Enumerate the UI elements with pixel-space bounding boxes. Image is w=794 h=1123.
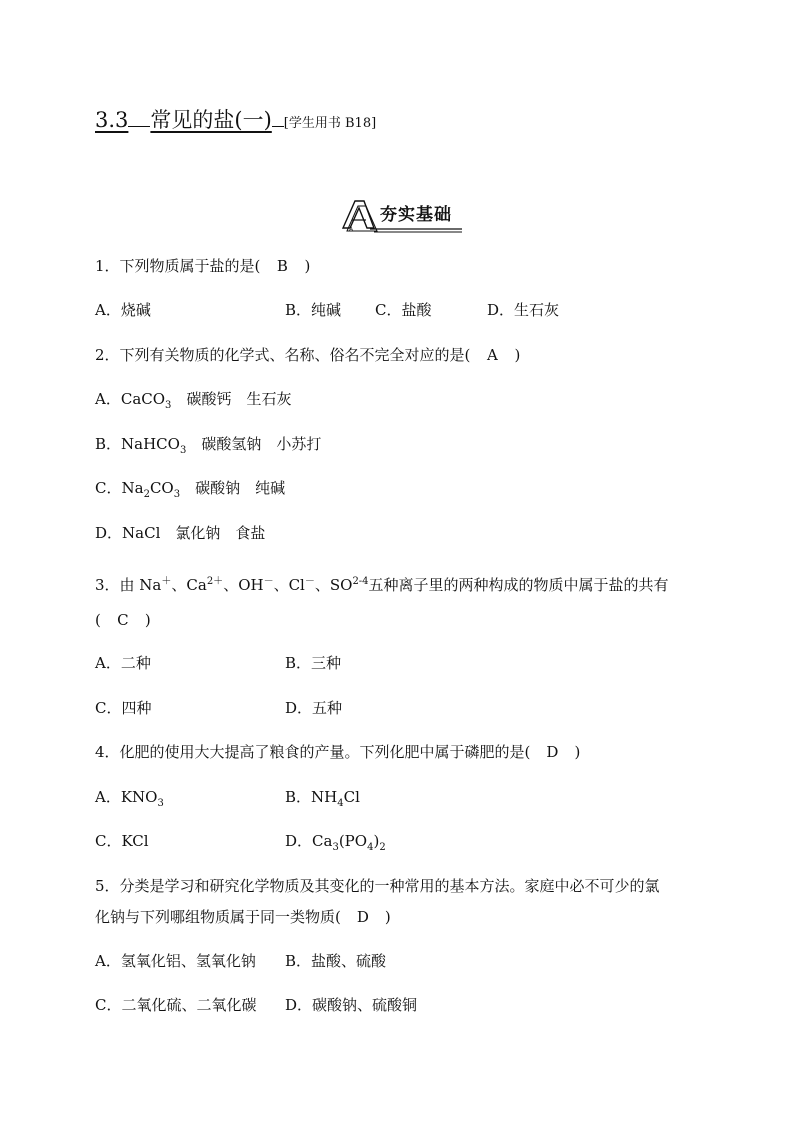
option-c: C．KCl <box>95 832 149 850</box>
question-2-option-d: D．NaCl 氯化钠 食盐 <box>95 524 266 542</box>
question-3-options-row2 <box>95 698 343 718</box>
question-4-stem: 4．化肥的使用大大提高了粮食的产量。下列化肥中属于磷肥的是( D ) <box>95 743 581 761</box>
question-1-answer: B <box>276 257 288 275</box>
question-2-stem: 2．下列有关物质的化学式、名称、俗名不完全对应的是( A ) <box>95 346 521 364</box>
option-b: B．纯碱 <box>285 301 342 319</box>
question-2-option-c: C．$Na_2CO_3$ 碳酸钠 纯碱 <box>95 479 286 500</box>
option-a: A．$KNO_3$ <box>95 788 164 809</box>
section-title <box>95 104 376 134</box>
badge-label: 夯实基础 <box>380 205 452 225</box>
option-a: A．氢氧化铝、氢氧化钠 <box>95 952 256 970</box>
svg-text:A: A <box>349 226 354 233</box>
question-5-answer: D <box>356 908 369 926</box>
question-4-options-row1 <box>95 787 360 814</box>
option-d: D．生石灰 <box>487 301 560 319</box>
option-d: D．五种 <box>285 699 343 717</box>
question-3-options-row1 <box>95 653 342 673</box>
question-5-options-row2 <box>95 995 418 1015</box>
question-5-options-row1 <box>95 951 387 971</box>
option-a: A．烧碱 <box>95 301 151 319</box>
option-c: C．四种 <box>95 699 152 717</box>
option-b: B．$NH_4Cl$ <box>285 788 360 809</box>
question-3-answer: C <box>117 611 129 629</box>
option-c: C．盐酸 <box>375 301 432 319</box>
question-1-options <box>95 300 560 320</box>
option-b: B．盐酸、硫酸 <box>285 952 387 970</box>
question-5-stem-line2: 化钠与下列哪组物质属于同一类物质( D ) <box>95 908 391 926</box>
question-3-stem: 3．由 Na＋、$Ca^{2+}$、OH－、Cl－、SO$^{2-4}$五种离子里的两种构成的物质中属于盐的共有 <box>95 576 669 594</box>
option-d: D．碳酸钠、硫酸铜 <box>285 996 418 1014</box>
option-d: D．$Ca_3(PO_4)_2$ <box>285 832 386 853</box>
option-a: A．二种 <box>95 654 151 672</box>
question-5-stem-line1: 5．分类是学习和研究化学物质及其变化的一种常用的基本方法。家庭中必不可少的氯 <box>95 877 660 895</box>
question-4-answer: D <box>546 743 559 761</box>
question-2-option-b: B．NaHCO$_3$ 碳酸氢钠 小苏打 <box>95 435 322 456</box>
section-badge <box>340 198 465 234</box>
question-4-options-row2 <box>95 831 386 853</box>
book-reference: [学生用书 B18] <box>283 116 377 131</box>
question-1-stem: 1．下列物质属于盐的是( B ) <box>95 257 311 275</box>
question-2-option-a: A．CaCO$_3$ 碳酸钙 生石灰 <box>95 390 292 411</box>
option-c: C．二氧化硫、二氧化碳 <box>95 996 257 1014</box>
section-number: 3.3 <box>95 108 129 132</box>
question-2-answer: A <box>487 346 498 364</box>
section-name: 常见的盐(一) <box>150 108 272 132</box>
question-3-answer-line: ( C ) <box>95 611 151 629</box>
option-b: B．三种 <box>285 654 342 672</box>
